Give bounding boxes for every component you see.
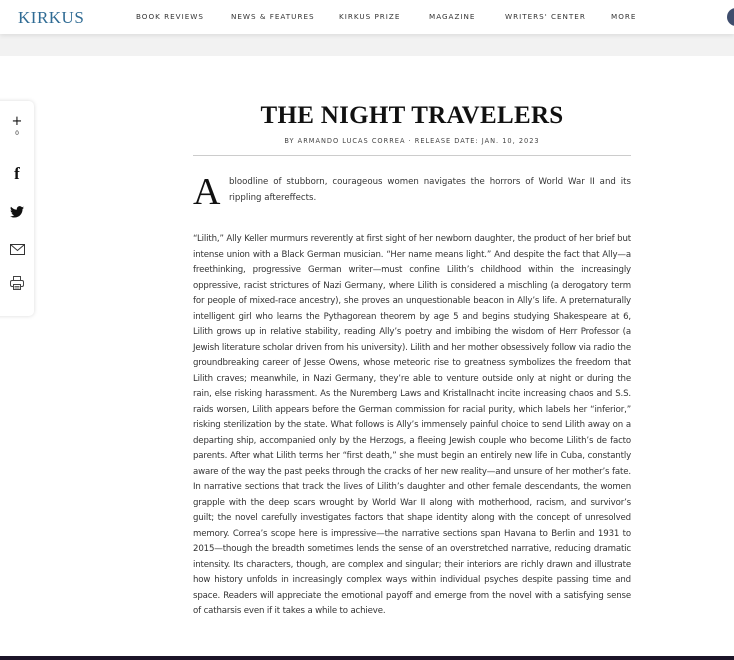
header-band	[0, 34, 734, 56]
nav-book-reviews[interactable]: BOOK REVIEWS	[136, 12, 204, 21]
byline: BY ARMANDO LUCAS CORREA · RELEASE DATE: JAN. 10, 2023	[284, 137, 540, 145]
plus-icon[interactable]: +	[11, 114, 23, 129]
kirkus-logo[interactable]: KIRKUS	[18, 8, 85, 27]
title-divider	[193, 155, 631, 156]
account-avatar[interactable]	[727, 8, 734, 26]
top-navigation	[0, 0, 734, 34]
bottom-edge	[0, 656, 734, 660]
nav-news-features[interactable]: NEWS & FEATURES	[231, 12, 315, 21]
nav-more[interactable]: MORE	[611, 12, 637, 21]
nav-magazine[interactable]: MAGAZINE	[429, 12, 476, 21]
print-icon[interactable]	[0, 275, 34, 294]
review-lede: bloodline of stubborn, courageous women navigates the horrors of World War II and its rippling aftereffects.	[229, 177, 631, 203]
email-icon[interactable]	[0, 240, 34, 259]
nav-writers-center[interactable]: WRITERS' CENTER	[505, 12, 586, 21]
twitter-icon[interactable]	[0, 203, 34, 222]
share-count: 0	[15, 130, 19, 137]
share-sidebar	[0, 101, 34, 316]
book-title: THE NIGHT TRAVELERS	[260, 102, 564, 129]
facebook-icon[interactable]: f	[14, 164, 20, 183]
nav-kirkus-prize[interactable]: KIRKUS PRIZE	[339, 12, 401, 21]
review-body: “Lilith,” Ally Keller murmurs reverently at first sight of her newborn daughter, the product of her brief but intense union with a Black German musician. “Her name means light.” And despite the fact that Ally—a freethinking, progressive German writer—must confine Lilith’s childhood within the increasingly oppressive, racist strictures of Nazi Germany, where Lilith is considered a mischling (a derogatory term for people of mixed-race ancestry), she proves an unquestionable beacon in Ally’s life. A preternaturally intelligent girl who learns the Pythagorean theorem by age 5 and begins studying Shakespeare at 6, Lilith grows up in relative stability, reading Ally’s poetry and imbibing the wisdom of Herr Professor (a Jewish literature scholar driven from his university). Lilith and her mother obsessively follow via radio the groundbreaking career of Jesse Owens, whose meteoric rise to greatness symbolizes the freedom that Lilith craves; meanwhile, in Nazi Germany, they’re able to venture outside only at night or during the rain, else risking harassment. As the Nuremberg Laws and Kristallnacht incite increasing chaos and S.S. raids worsen, Lilith appears before the German commission for racial purity, which labels her “inferior,” risking sterilization by the state. What follows is Ally’s immensely painful choice to send Lilith away on a departing ship, accompanied only by the Herzogs, a fleeing Jewish couple who become Lilith’s de facto parents. After what Lilith terms her “first death,” she must begin an entirely new life in Cuba, constantly aware of the way the past peeks through the cracks of her new reality—and unsure of her mother’s fate. In narrative sections that track the lives of Lilith’s daughter and other female descendants, the women grapple with the deep scars wrought by World War II along with motherhood, racism, and survivor’s guilt; the novel carefully investigates factors that shape identity along with the concept of unresolved memory. Correa’s scope here is impressive—the narrative sections span Havana to Berlin and 1931 to 2015—though the breadth sometimes lends the sense of an overstretched narrative, reducing dramatic intensity. Its characters, though, are complex and singular; their interiors are richly drawn and illustrate how history unfolds in increasingly complex ways within individual psyches despite passing time and space. Readers will appreciate the emotional payoff and emerge from the novel with a satisfying sense of catharsis even if it takes a while to achieve.	[193, 234, 631, 616]
drop-cap: A	[193, 171, 221, 213]
